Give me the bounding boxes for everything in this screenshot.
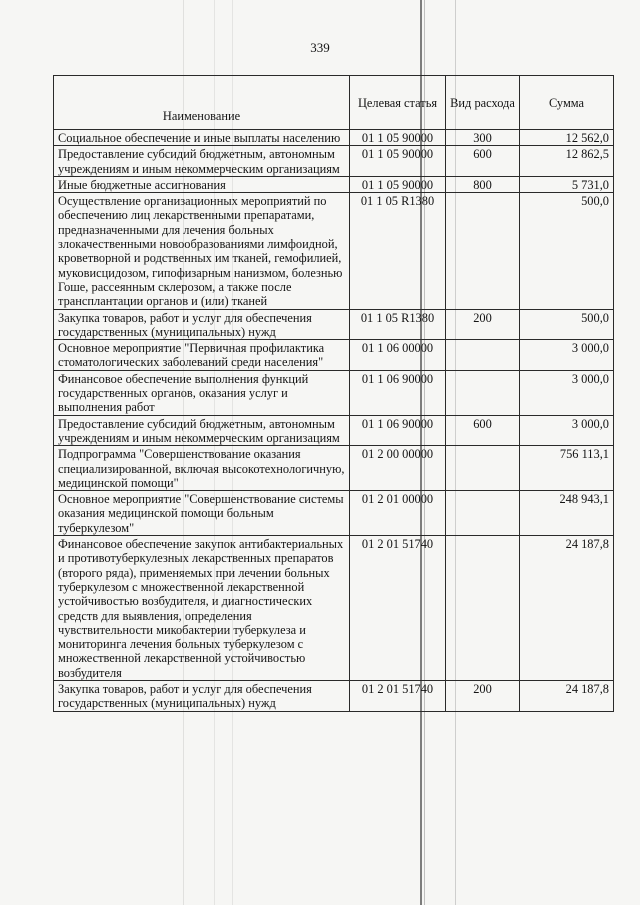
table-row — [54, 193, 614, 309]
row-type: 200 — [446, 680, 520, 711]
row-name: Подпрограмма "Совершенствование оказания специализированной, включая высокотехнологичную, медицинской помощи" — [54, 446, 350, 491]
row-name: Предоставление субсидий бюджетным, автономным учреждениям и иным некоммерческим организациям — [54, 146, 350, 177]
row-name: Финансовое обеспечение выполнения функций государственных органов, оказания услуг и выполнения работ — [54, 370, 350, 415]
row-target: 01 2 01 51740 — [350, 680, 446, 711]
row-sum: 5 731,0 — [520, 176, 614, 192]
row-type: 200 — [446, 309, 520, 340]
row-target: 01 1 05 90000 — [350, 146, 446, 177]
row-name: Осуществление организационных мероприятий по обеспечению лиц лекарственными препаратами, предназначенными для лечения больных злокачественными новообразованиями лимфоидной, кроветворной и родственных им тканей, гемофилией, муковисцидозом, гипофизарным нанизмом, болезнью Гоше, рассеянным склерозом, а также после трансплантации органов и (или) тканей — [54, 193, 350, 309]
row-sum: 12 862,5 — [520, 146, 614, 177]
header-name: Наименование — [54, 76, 350, 130]
row-sum: 756 113,1 — [520, 446, 614, 491]
row-target: 01 2 01 51740 — [350, 536, 446, 681]
page-number: 339 — [310, 40, 330, 55]
table-header-row — [54, 76, 614, 130]
row-target: 01 2 01 00000 — [350, 491, 446, 536]
row-sum: 24 187,8 — [520, 536, 614, 681]
row-target: 01 1 05 R1380 — [350, 309, 446, 340]
header-target: Целевая статья — [350, 76, 446, 130]
row-name: Закупка товаров, работ и услуг для обеспечения государственных (муниципальных) нужд — [54, 309, 350, 340]
table-row — [54, 536, 614, 681]
row-target: 01 1 06 90000 — [350, 415, 446, 446]
row-sum: 248 943,1 — [520, 491, 614, 536]
row-name: Иные бюджетные ассигнования — [54, 176, 350, 192]
row-target: 01 1 06 90000 — [350, 370, 446, 415]
row-target: 01 1 05 90000 — [350, 176, 446, 192]
row-type — [446, 370, 520, 415]
row-sum: 3 000,0 — [520, 415, 614, 446]
row-sum: 3 000,0 — [520, 340, 614, 371]
row-target: 01 2 00 00000 — [350, 446, 446, 491]
row-target: 01 1 05 90000 — [350, 130, 446, 146]
header-type: Вид расхода — [446, 76, 520, 130]
budget-table — [53, 75, 614, 712]
table-row — [54, 491, 614, 536]
row-type — [446, 536, 520, 681]
row-type — [446, 340, 520, 371]
table-row — [54, 176, 614, 192]
header-sum: Сумма — [520, 76, 614, 130]
row-type: 600 — [446, 146, 520, 177]
row-type — [446, 491, 520, 536]
row-sum: 3 000,0 — [520, 370, 614, 415]
table-row — [54, 415, 614, 446]
row-name: Основное мероприятие "Совершенствование системы оказания медицинской помощи больным туберкулезом" — [54, 491, 350, 536]
row-name: Закупка товаров, работ и услуг для обеспечения государственных (муниципальных) нужд — [54, 680, 350, 711]
row-sum: 500,0 — [520, 193, 614, 309]
table-row — [54, 309, 614, 340]
table-row — [54, 146, 614, 177]
table-row — [54, 130, 614, 146]
row-name: Предоставление субсидий бюджетным, автономным учреждениям и иным некоммерческим организациям — [54, 415, 350, 446]
row-type — [446, 193, 520, 309]
row-target: 01 1 05 R1380 — [350, 193, 446, 309]
table-row — [54, 446, 614, 491]
row-name: Финансовое обеспечение закупок антибактериальных и противотуберкулезных лекарственных препаратов (второго ряда), применяемых при лечении больных туберкулезом с множественной лекарственной устойчивостью возбудителя, и диагностических средств для выявления, определения чувствительности микобактерии туберкулеза и мониторинга лечения больных туберкулезом с множественной лекарственной устойчивостью возбудителя — [54, 536, 350, 681]
row-type — [446, 446, 520, 491]
row-target: 01 1 06 00000 — [350, 340, 446, 371]
row-sum: 24 187,8 — [520, 680, 614, 711]
row-type: 600 — [446, 415, 520, 446]
table-row — [54, 370, 614, 415]
row-sum: 500,0 — [520, 309, 614, 340]
row-type: 800 — [446, 176, 520, 192]
table-row — [54, 680, 614, 711]
table-row — [54, 340, 614, 371]
row-name: Социальное обеспечение и иные выплаты населению — [54, 130, 350, 146]
row-name: Основное мероприятие "Первичная профилактика стоматологических заболеваний среди населения" — [54, 340, 350, 371]
row-type: 300 — [446, 130, 520, 146]
row-sum: 12 562,0 — [520, 130, 614, 146]
